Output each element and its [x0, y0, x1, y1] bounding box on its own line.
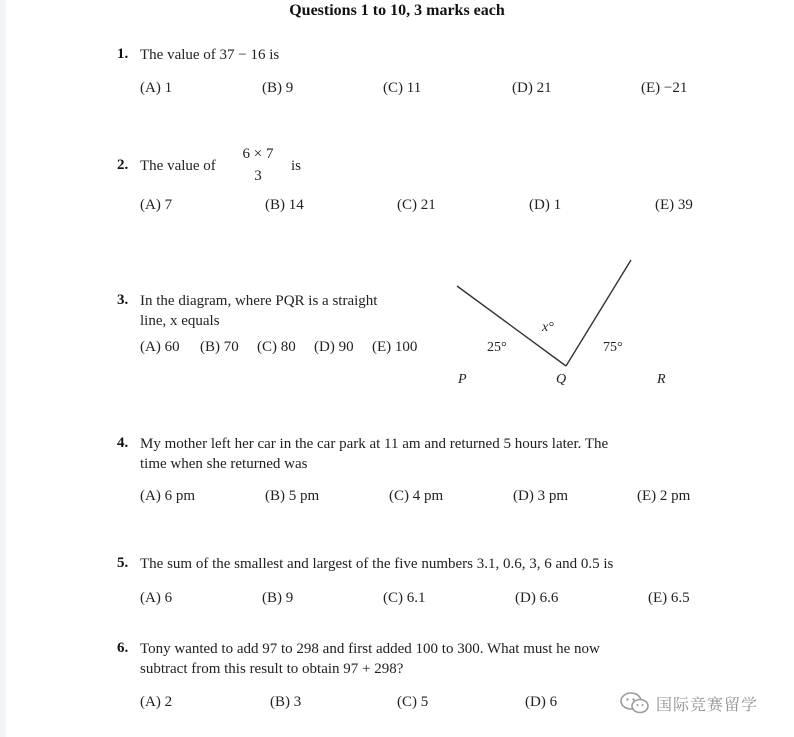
watermark	[620, 688, 785, 718]
question-3-option-a: (A) 60	[140, 339, 180, 355]
question-4-option-c: (C) 4 pm	[389, 488, 444, 504]
wechat-icon	[620, 692, 650, 714]
question-3-diagram	[450, 256, 690, 392]
diagram-point-p: P	[458, 372, 467, 387]
watermark-text: 国际竞赛留学	[656, 694, 759, 714]
question-6-option-a: (A) 2	[140, 694, 173, 710]
question-2-denominator: 3	[254, 168, 262, 184]
question-4-option-a: (A) 6 pm	[140, 488, 195, 504]
diagram-angle-left-label: 25°	[487, 340, 507, 355]
question-5-option-d: (D) 6.6	[515, 590, 559, 606]
question-3-option-e: (E) 100	[372, 339, 418, 355]
question-2-stem-before: The value of	[140, 158, 216, 174]
diagram-angle-x-label: x°	[542, 320, 554, 335]
question-3-option-b: (B) 70	[200, 339, 239, 355]
question-2-numerator: 6 × 7	[242, 146, 274, 162]
question-5-option-e: (E) 6.5	[648, 590, 690, 606]
question-5-stem: The sum of the smallest and largest of the five numbers 3.1, 0.6, 3, 6 and 0.5 is	[140, 556, 614, 572]
page-edge	[0, 0, 6, 737]
question-2-option-c: (C) 21	[397, 197, 436, 213]
question-3-option-c: (C) 80	[257, 339, 296, 355]
question-4-stem-line-1: My mother left her car in the car park at 11 am and returned 5 hours later. The	[140, 436, 609, 452]
question-5-option-b: (B) 9	[262, 590, 294, 606]
question-6-stem-line-2: subtract from this result to obtain 97 + 298?	[140, 661, 404, 677]
question-3-stem-line-2: line, x equals	[140, 313, 220, 329]
question-3-option-d: (D) 90	[314, 339, 354, 355]
question-2-stem-after: is	[291, 158, 302, 174]
question-2-option-e: (E) 39	[655, 197, 693, 213]
question-1-option-a: (A) 1	[140, 80, 173, 96]
question-4-option-e: (E) 2 pm	[637, 488, 691, 504]
diagram-point-q: Q	[556, 372, 567, 387]
question-2-number: 2.	[117, 157, 129, 173]
question-1-option-d: (D) 21	[512, 80, 552, 96]
question-6-stem-line-1: Tony wanted to add 97 to 298 and first added 100 to 300. What must he now	[140, 641, 600, 657]
question-4-number: 4.	[117, 435, 129, 451]
question-1-option-b: (B) 9	[262, 80, 294, 96]
question-1-option-c: (C) 11	[383, 80, 422, 96]
question-6-number: 6.	[117, 640, 129, 656]
question-4-option-b: (B) 5 pm	[265, 488, 320, 504]
question-2-option-d: (D) 1	[529, 197, 562, 213]
diagram-angle-right-label: 75°	[603, 340, 623, 355]
question-6-option-b: (B) 3	[270, 694, 302, 710]
diagram-point-r: R	[657, 372, 666, 387]
question-6-option-d: (D) 6	[525, 694, 558, 710]
question-3-stem-line-1: In the diagram, where PQR is a straight	[140, 293, 378, 309]
question-5-option-a: (A) 6	[140, 590, 173, 606]
question-3-number: 3.	[117, 292, 129, 308]
section-heading: Questions 1 to 10, 3 marks each	[289, 2, 505, 19]
question-5-option-c: (C) 6.1	[383, 590, 426, 606]
question-4-stem-line-2: time when she returned was	[140, 456, 308, 472]
question-2-option-b: (B) 14	[265, 197, 304, 213]
question-1-number: 1.	[117, 46, 129, 62]
question-1-option-e: (E) −21	[641, 80, 688, 96]
question-1-stem: The value of 37 − 16 is	[140, 47, 280, 63]
question-5-number: 5.	[117, 555, 129, 571]
question-4-option-d: (D) 3 pm	[513, 488, 568, 504]
question-6-option-c: (C) 5	[397, 694, 429, 710]
question-2-option-a: (A) 7	[140, 197, 173, 213]
